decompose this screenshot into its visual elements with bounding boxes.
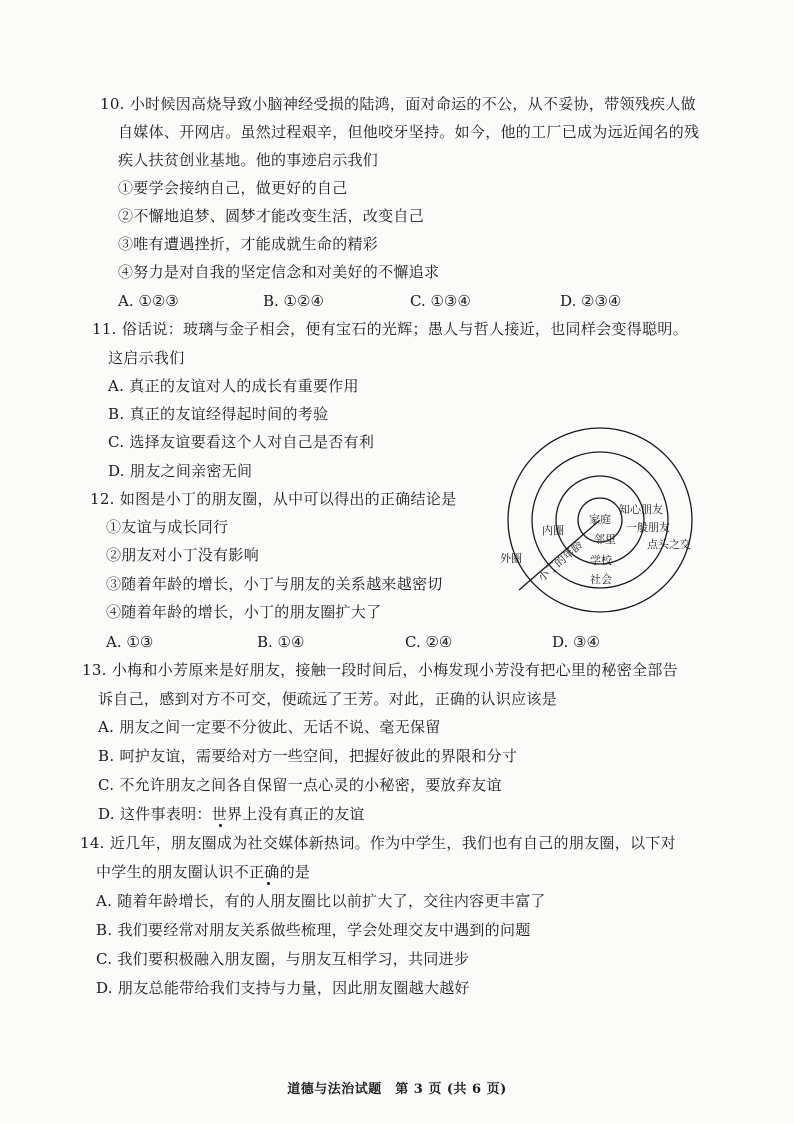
ring-label-2: 学校 [590,554,612,567]
q12-statement-2: ②朋友对小丁没有影响 [106,546,260,564]
q10-option-b: B. ①②④ [263,292,324,310]
q11-option-a: A. 真正的友谊对人的成长有重要作用 [108,377,359,395]
q12-option-a: A. ①③ [106,633,154,651]
page-footer: 道德与法治试题 第 3 页 (共 6 页) [287,1082,507,1097]
q10-options [0,291,794,311]
q13-option-a: A. 朋友之间一定要不分彼此、无话不说、毫无保留 [98,718,441,736]
q14-stem-line-1: 14. 近几年，朋友圈成为社交媒体新热词。作为中学生，我们也有自己的朋友圈，以下对 [80,834,676,852]
q14-stem-line-2: 中学生的朋友圈认识不正确的是 [96,863,311,881]
q10-statement-3: ③唯有遭遇挫折，才能成就生命的精彩 [118,235,379,253]
q13-option-c: C. 不允许朋友之间各自保留一点心灵的小秘密，要放弃友谊 [98,776,502,794]
q12-option-d: D. ③④ [552,633,600,651]
q14-option-c: C. 我们要积极融入朋友圈，与朋友互相学习，共同进步 [96,950,470,968]
q14-option-a: A. 随着年龄增长，有的人朋友圈比以前扩大了，交往内容更丰富了 [96,892,546,910]
emphasis-dot [219,824,222,827]
q11-option-c: C. 选择友谊要看这个人对自己是否有利 [108,433,375,451]
q12-option-c: C. ②④ [405,633,453,651]
friend-circle-diagram [490,420,710,620]
q10-stem-line-3: 疾人扶贫创业基地。他的事迹启示我们 [118,151,379,169]
q12-statement-4: ④随着年龄的增长，小丁的朋友圈扩大了 [106,603,382,621]
q14-option-d: D. 朋友总能带给我们支持与力量，因此朋友圈越大越好 [96,979,470,997]
q10-stem-line-2: 自媒体、开网店。虽然过程艰辛，但他咬牙坚持。如今，他的工厂已成为远近闻名的残 [118,123,700,141]
ring-label-1: 邻里 [594,533,616,546]
inner-circle-label: 内圈 [542,524,564,537]
right-label-2: 一般朋友 [626,521,670,534]
q10-statement-2: ②不懈地追梦、圆梦才能改变生活，改变自己 [118,207,425,225]
q10-statement-4: ④努力是对自我的坚定信念和对美好的不懈追求 [118,263,440,281]
q10-option-d: D. ②③④ [560,292,622,310]
q10-statement-1: ①要学会接纳自己，做更好的自己 [118,179,348,197]
age-axis-label: 小丁的年龄 [535,538,586,585]
q11-option-d: D. 朋友之间亲密无间 [108,462,253,480]
q13-stem-line-1: 13. 小梅和小芳原来是好朋友，接触一段时间后，小梅发现小芳没有把心里的秘密全部告 [82,661,678,679]
right-label-1: 知心朋友 [619,503,663,516]
q11-stem-line-2: 这启示我们 [108,349,185,367]
outer-circle-label: 外圈 [500,552,522,565]
q10-option-c: C. ①③④ [410,292,471,310]
q11-option-b: B. 真正的友谊经得起时间的考验 [108,405,329,423]
q12-stem-line-1: 12. 如图是小丁的朋友圈，从中可以得出的正确结论是 [90,490,457,508]
q12-options [0,632,794,652]
q12-statement-3: ③随着年龄的增长，小丁与朋友的关系越来越密切 [106,575,443,593]
ring-label-3: 社会 [590,573,612,586]
q14-option-b: B. 我们要经常对朋友关系做些梳理，学会处理交友中遇到的问题 [96,921,531,939]
q13-stem-line-2: 诉自己，感到对方不可交，便疏远了王芳。对此，正确的认识应该是 [98,690,558,708]
q11-stem-line-1: 11. 俗话说：玻璃与金子相会，便有宝石的光辉；愚人与哲人接近，也同样会变得聪明。 [92,320,688,338]
q12-statement-1: ①友谊与成长同行 [106,518,229,536]
q13-option-b: B. 呵护友谊，需要给对方一些空间，把握好彼此的界限和分寸 [98,747,518,765]
right-label-3: 点头之交 [647,538,691,551]
q12-option-b: B. ①④ [257,633,305,651]
q13-option-d: D. 这件事表明：世界上没有真正的友谊 [98,805,365,823]
center-label: 家庭 [589,513,611,526]
emphasis-dot [267,882,270,885]
q10-stem-line-1: 10. 小时候因高烧导致小脑神经受损的陆鸿，面对命运的不公，从不妥协，带领残疾人做 [100,95,696,113]
q10-option-a: A. ①②③ [118,292,179,310]
